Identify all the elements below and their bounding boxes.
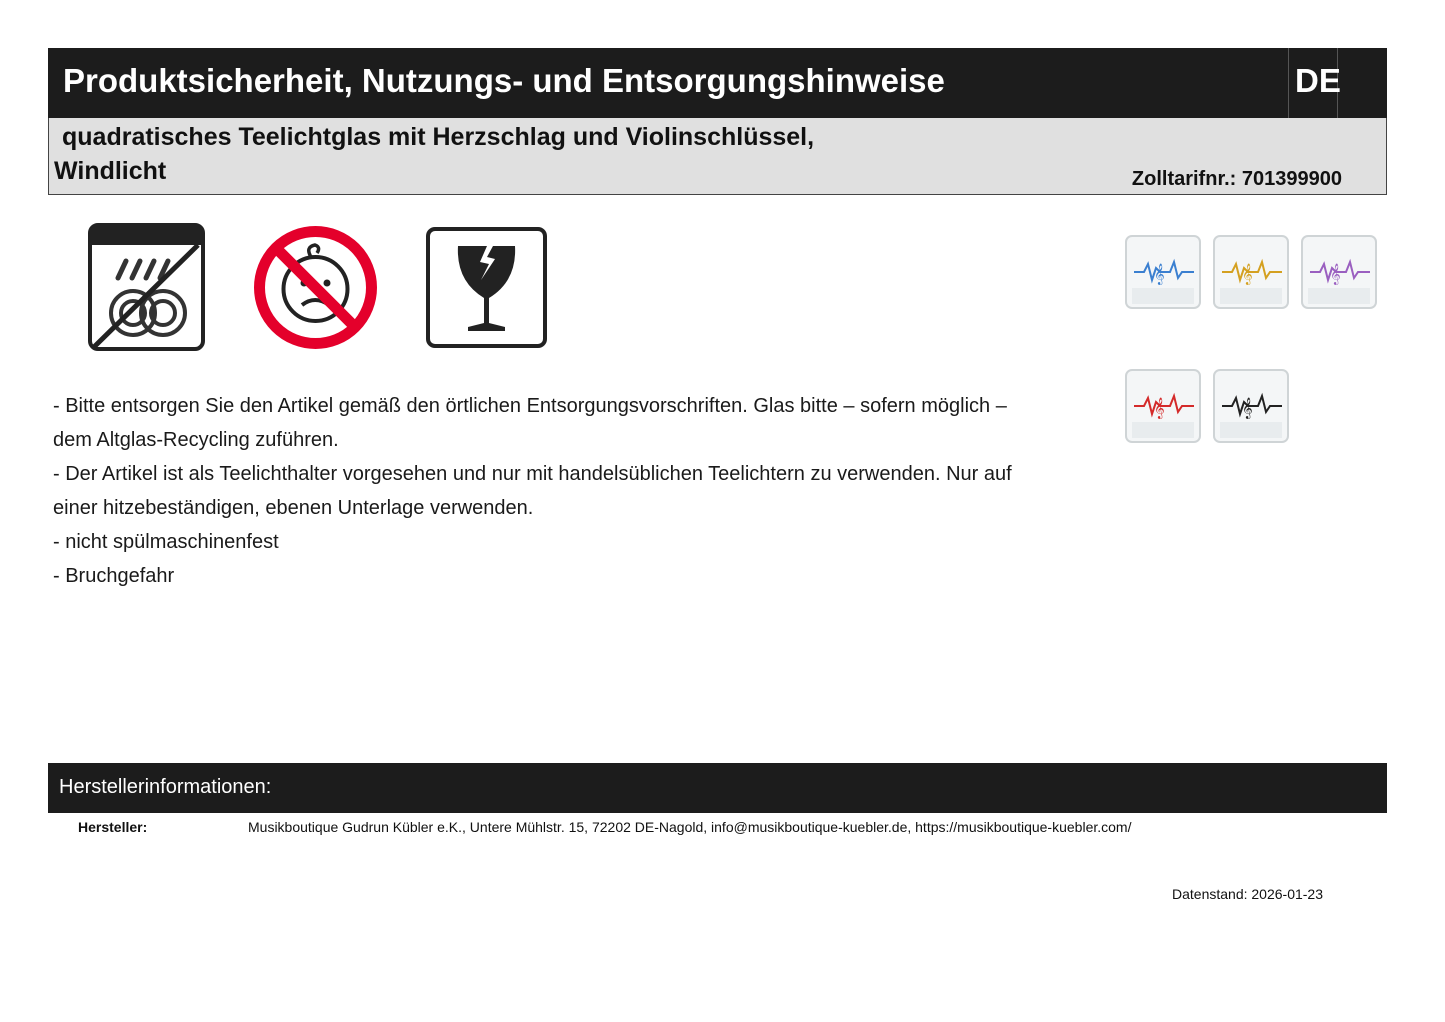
svg-text:𝄞: 𝄞 bbox=[1154, 398, 1165, 419]
note-fragile: - Bruchgefahr bbox=[53, 565, 175, 587]
manufacturer-label: Hersteller: bbox=[78, 819, 148, 835]
svg-text:𝄞: 𝄞 bbox=[1154, 264, 1165, 285]
usage-notes bbox=[53, 389, 1033, 593]
product-bar bbox=[48, 118, 1387, 195]
glass-red-image bbox=[1122, 362, 1208, 448]
tariff-number: Zolltarifnr.: 701399900 bbox=[1131, 168, 1342, 190]
product-name-line2: Windlicht bbox=[54, 157, 167, 185]
note-dishwasher: - nicht spülmaschinenfest bbox=[53, 531, 279, 553]
glass-blue-image bbox=[1122, 228, 1208, 314]
glass-black-image bbox=[1210, 362, 1296, 448]
manufacturer-value: Musikboutique Gudrun Kübler e.K., Untere Mühlstr. 15, 72202 DE-Nagold, info@musikboutique-kuebler.de, https://musikboutique-kuebler.com/ bbox=[248, 819, 1132, 835]
svg-text:𝄞: 𝄞 bbox=[1242, 398, 1253, 419]
note-disposal: - Bitte entsorgen Sie den Artikel gemäß den örtlichen Entsorgungsvorschriften. Glas bitte – sofern möglich – dem Altglas-Recycling zuführen. bbox=[53, 395, 1007, 451]
no-dishwasher-icon bbox=[88, 223, 205, 351]
date-stamp: Datenstand: 2026-01-23 bbox=[1172, 886, 1323, 902]
language-code: DE bbox=[1295, 62, 1341, 99]
manufacturer-title: Herstellerinformationen: bbox=[59, 776, 272, 798]
fragile-glass-icon bbox=[425, 226, 548, 349]
language-box bbox=[1288, 48, 1341, 118]
product-name-line1: quadratisches Teelichtglas mit Herzschlag und Violinschlüssel, bbox=[62, 123, 815, 151]
manufacturer-bar bbox=[48, 763, 1387, 813]
note-usage: - Der Artikel ist als Teelichthalter vorgesehen und nur mit handelsüblichen Teelichtern zu verwenden. Nur auf einer hitzebeständigen, ebenen Unterlage verwenden. bbox=[53, 463, 1012, 519]
glass-gold-image bbox=[1210, 228, 1296, 314]
header-bar bbox=[48, 48, 1387, 118]
not-for-children-icon bbox=[253, 225, 378, 350]
svg-text:𝄞: 𝄞 bbox=[1330, 264, 1341, 285]
page-title: Produktsicherheit, Nutzungs- und Entsorgungshinweise bbox=[63, 62, 945, 99]
glass-purple-image bbox=[1298, 228, 1384, 314]
svg-text:𝄞: 𝄞 bbox=[1242, 264, 1253, 285]
